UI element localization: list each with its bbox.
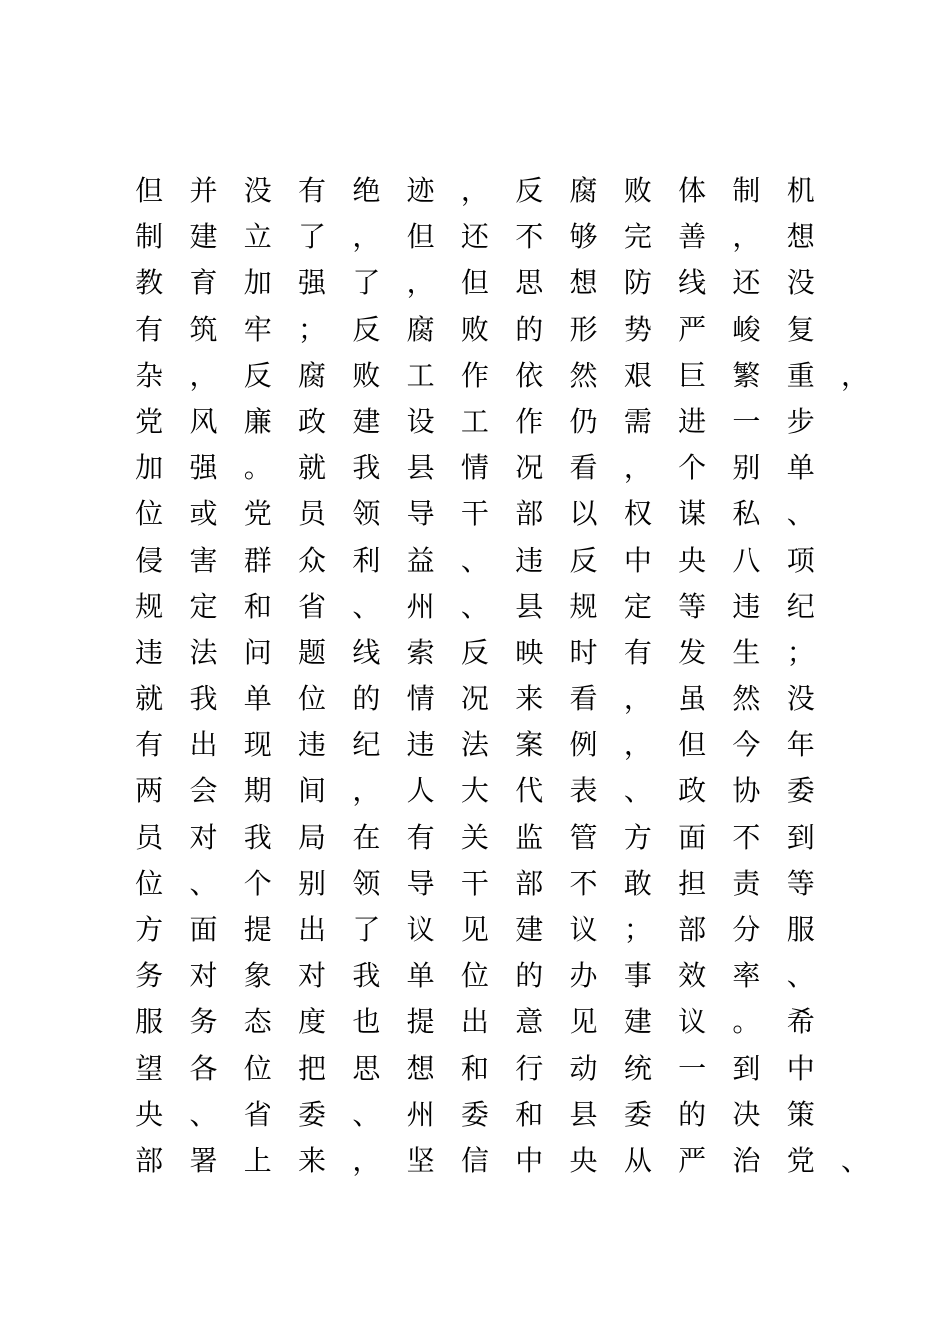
text-line: 服 务 态 度 也 提 出 意 见 建 议 。 希: [135, 1005, 815, 1039]
text-line: 党 风 廉 政 建 设 工 作 仍 需 进 一 步: [135, 404, 815, 438]
text-line: 有 出 现 违 纪 违 法 案 例 ， 但 今 年: [135, 728, 815, 762]
text-line: 加 强 。 就 我 县 情 况 看 ， 个 别 单: [135, 451, 815, 485]
text-line: 制 建 立 了 ， 但 还 不 够 完 善 ， 想: [135, 220, 815, 254]
text-line: 侵 害 群 众 利 益 、 违 反 中 央 八 项: [135, 543, 815, 577]
text-line: 教 育 加 强 了 ， 但 思 想 防 线 还 没: [135, 266, 815, 300]
text-line: 两 会 期 间 ， 人 大 代 表 、 政 协 委: [135, 774, 815, 808]
text-line: 就 我 单 位 的 情 况 来 看 ， 虽 然 没: [135, 682, 815, 716]
text-line: 位 或 党 员 领 导 干 部 以 权 谋 私 、: [135, 497, 815, 531]
text-line: 违 法 问 题 线 索 反 映 时 有 发 生 ；: [135, 635, 815, 669]
body-text: [122, 168, 870, 1184]
text-line: 员 对 我 局 在 有 关 监 管 方 面 不 到: [135, 820, 815, 854]
text-line: 位 、 个 别 领 导 干 部 不 敢 担 责 等: [135, 866, 815, 900]
text-line: 方 面 提 出 了 议 见 建 议 ； 部 分 服: [135, 913, 815, 946]
text-line: 杂 ， 反 腐 败 工 作 依 然 艰 巨 繁 重 ，: [135, 358, 870, 392]
text-line: 有 筑 牢 ； 反 腐 败 的 形 势 严 峻 复: [135, 312, 815, 346]
text-line: 望 各 位 把 思 想 和 行 动 统 一 到 中: [135, 1051, 815, 1085]
text-line: 部 署 上 来 ， 坚 信 中 央 从 严 治 党 、: [135, 1143, 870, 1177]
text-line: 但 并 没 有 绝 迹 ， 反 腐 败 体 制 机: [135, 174, 815, 207]
text-line: 央 、 省 委 、 州 委 和 县 委 的 决 策: [135, 1097, 815, 1131]
text-line: 务 对 象 对 我 单 位 的 办 事 效 率 、: [135, 959, 815, 993]
text-line: 规 定 和 省 、 州 、 县 规 定 等 违 纪: [135, 589, 815, 623]
